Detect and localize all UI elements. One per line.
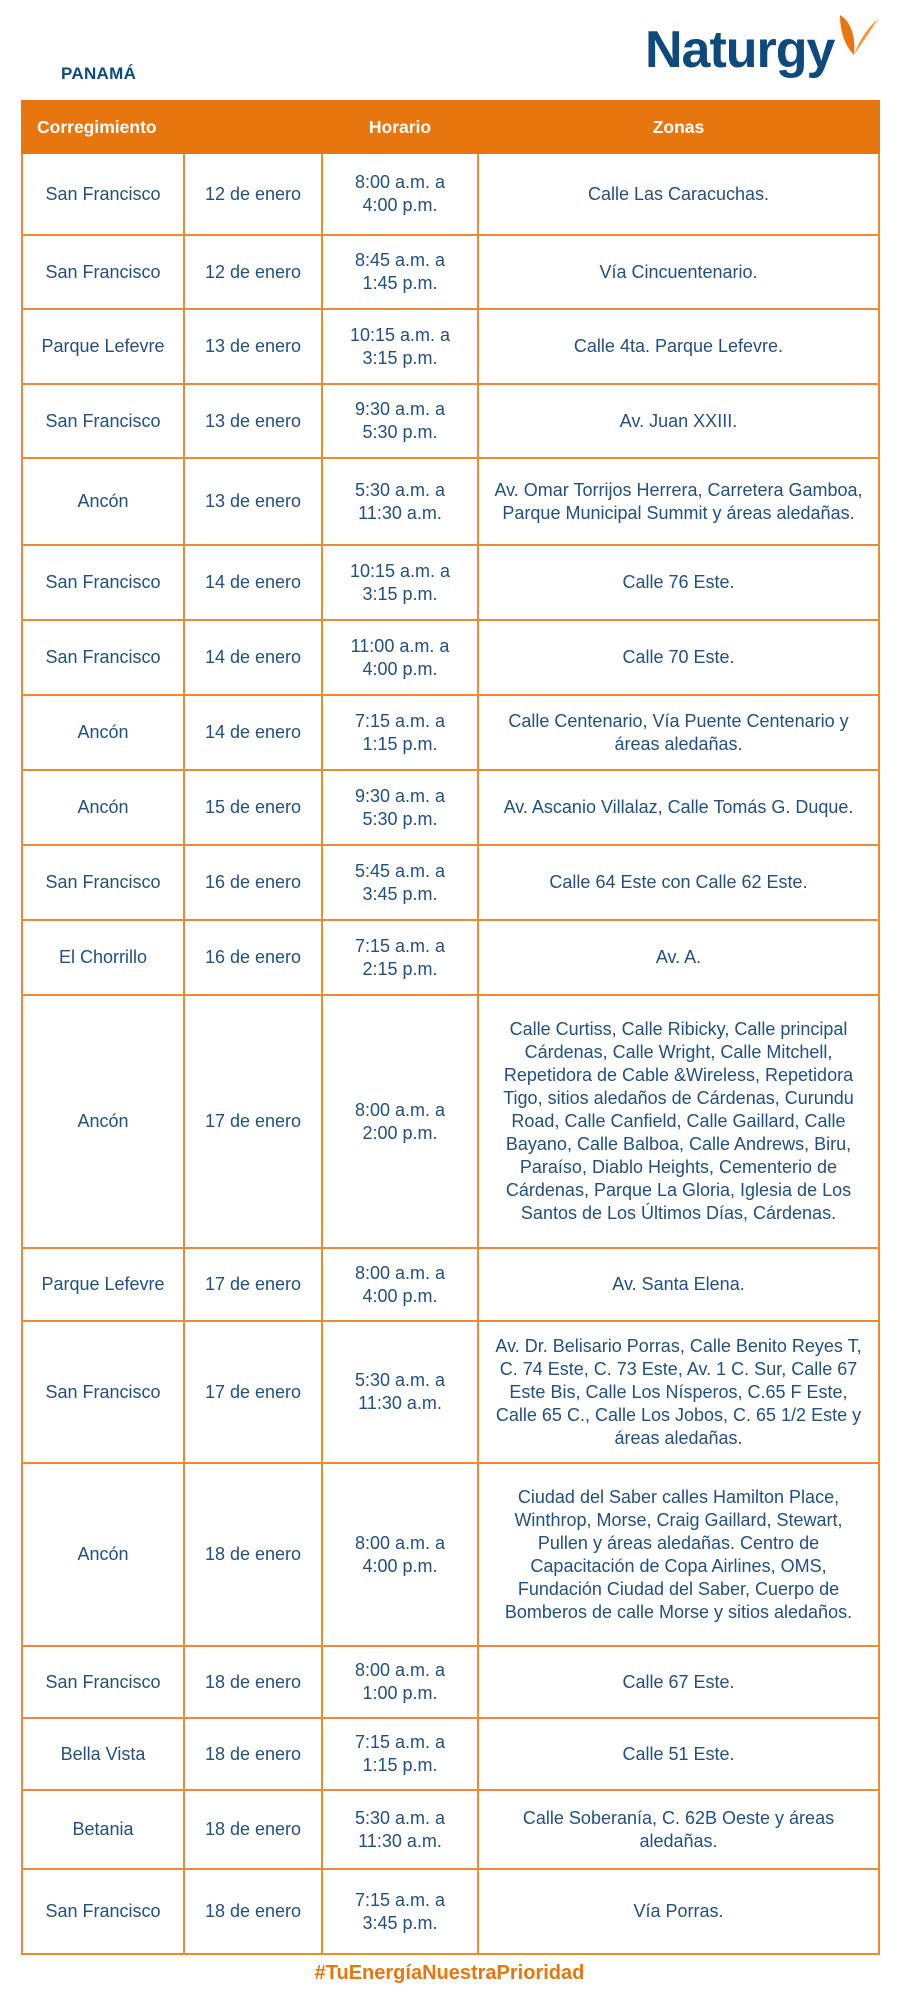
cell-zonas: Av. Ascanio Villalaz, Calle Tomás G. Duque. [478,770,879,845]
cell-horario [322,153,478,235]
cell-fecha: 12 de enero [184,153,322,235]
cell-fecha: 18 de enero [184,1646,322,1718]
table-header-row [22,101,879,153]
cell-corregimiento: Parque Lefevre [22,309,184,384]
table-row [22,770,879,845]
cell-horario [322,1321,478,1463]
table-row [22,1869,879,1954]
horario-start: 8:00 a.m. a [354,1660,446,1680]
horario-end: 11:30 a.m. [358,1393,442,1413]
cell-horario [322,920,478,995]
table-row [22,620,879,695]
cell-corregimiento: Ancón [22,770,184,845]
cell-horario [322,1248,478,1321]
horario-end: 2:15 p.m. [362,958,438,979]
table-row [22,1718,879,1790]
cell-fecha: 17 de enero [184,1248,322,1321]
horario-start: 8:00 a.m. a [354,1099,446,1120]
cell-fecha: 18 de enero [184,1790,322,1869]
cell-horario [322,1463,478,1646]
cell-zonas: Calle 76 Este. [478,545,879,620]
table-row [22,545,879,620]
cell-fecha: 17 de enero [184,995,322,1248]
table-row [22,920,879,995]
table-row [22,309,879,384]
cell-fecha: 13 de enero [184,384,322,458]
cell-zonas: Calle Centenario, Vía Puente Centenario y áreas aledañas. [478,695,879,770]
cell-fecha: 18 de enero [184,1869,322,1954]
cell-corregimiento: San Francisco [22,1869,184,1954]
cell-horario [322,620,478,695]
cell-corregimiento: San Francisco [22,620,184,695]
cell-zonas: Calle Las Caracuchas. [478,153,879,235]
cell-zonas: Av. Dr. Belisario Porras, Calle Benito Reyes T, C. 74 Este, C. 73 Este, Av. 1 C. Sur, Calle 67 Este Bis, Calle Los Nísperos, C.65 F Este, Calle 65 C., Calle Los Jobos, C. 65 1/2 Este y áreas aledañas. [478,1321,879,1463]
horario-start: 11:00 a.m. a [350,635,450,656]
horario-end: 5:30 p.m. [362,422,438,442]
horario-start: 5:30 a.m. a [354,479,446,500]
cell-horario [322,695,478,770]
cell-zonas: Calle 4ta. Parque Lefevre. [478,309,879,384]
horario-start: 8:00 a.m. a [354,1262,446,1283]
cell-corregimiento: San Francisco [22,1321,184,1463]
horario-end: 5:30 p.m. [362,808,438,829]
cell-fecha: 14 de enero [184,620,322,695]
cell-fecha: 16 de enero [184,920,322,995]
horario-end: 4:00 p.m. [362,658,438,679]
cell-zonas: Calle 64 Este con Calle 62 Este. [478,845,879,920]
horario-end: 3:45 p.m. [362,1912,438,1933]
cell-fecha: 12 de enero [184,235,322,309]
table-row [22,458,879,545]
cell-corregimiento: San Francisco [22,235,184,309]
cell-fecha: 18 de enero [184,1463,322,1646]
cell-corregimiento: Ancón [22,995,184,1248]
horario-end: 1:15 p.m. [362,1755,438,1775]
horario-start: 10:15 a.m. a [349,324,451,345]
cell-zonas: Av. Juan XXIII. [478,384,879,458]
cell-horario [322,458,478,545]
cell-horario [322,770,478,845]
cell-zonas: Calle 70 Este. [478,620,879,695]
country-label: PANAMÁ [61,64,137,83]
cell-corregimiento: San Francisco [22,1646,184,1718]
butterfly-icon [836,11,882,66]
horario-end: 1:45 p.m. [362,273,438,293]
cell-corregimiento: San Francisco [22,153,184,235]
horario-start: 8:00 a.m. a [354,1532,446,1553]
cell-zonas: Av. A. [478,920,879,995]
campaign-hashtag: #TuEnergíaNuestraPrioridad [314,1962,585,1984]
table-row [22,1646,879,1718]
cell-fecha: 13 de enero [184,458,322,545]
cell-corregimiento: Ancón [22,695,184,770]
cell-corregimiento: San Francisco [22,545,184,620]
horario-end: 11:30 a.m. [358,1830,442,1851]
horario-end: 11:30 a.m. [358,502,442,523]
cell-fecha: 14 de enero [184,695,322,770]
horario-end: 4:00 p.m. [362,1285,438,1306]
cell-zonas: Calle 51 Este. [478,1718,879,1790]
horario-end: 3:45 p.m. [362,883,438,904]
horario-start: 9:30 a.m. a [354,399,446,419]
horario-end: 2:00 p.m. [362,1122,438,1143]
horario-end: 1:00 p.m. [362,1683,438,1703]
cell-horario [322,1869,478,1954]
brand-name: Naturgy [645,21,835,79]
cell-fecha: 14 de enero [184,545,322,620]
horario-start: 7:15 a.m. a [354,710,446,731]
cell-corregimiento: Ancón [22,458,184,545]
table-row [22,995,879,1248]
cell-zonas: Vía Cincuentenario. [478,235,879,309]
cell-horario [322,995,478,1248]
cell-horario [322,545,478,620]
cell-zonas: Av. Santa Elena. [478,1248,879,1321]
cell-corregimiento: El Chorrillo [22,920,184,995]
table-row [22,845,879,920]
table-row [22,695,879,770]
horario-start: 7:15 a.m. a [354,1889,446,1910]
cell-zonas: Vía Porras. [478,1869,879,1954]
table-row [22,384,879,458]
table-row [22,153,879,235]
cell-corregimiento: Betania [22,1790,184,1869]
cell-horario [322,235,478,309]
cell-horario [322,309,478,384]
horario-start: 8:45 a.m. a [354,250,446,270]
cell-corregimiento: Bella Vista [22,1718,184,1790]
cell-zonas: Calle 67 Este. [478,1646,879,1718]
table-row [22,1248,879,1321]
table-row [22,235,879,309]
horario-start: 10:15 a.m. a [349,560,451,581]
cell-zonas: Ciudad del Saber calles Hamilton Place, Winthrop, Morse, Craig Gaillard, Stewart, Pullen y áreas aledañas. Centro de Capacitación de Copa Airlines, OMS, Fundación Ciudad del Saber, Cuerpo de Bomberos de calle Morse y sitios aledaños. [478,1463,879,1646]
horario-start: 7:15 a.m. a [354,1732,446,1752]
cell-corregimiento: San Francisco [22,384,184,458]
column-header-fecha [184,101,322,153]
cell-corregimiento: Parque Lefevre [22,1248,184,1321]
horario-start: 5:45 a.m. a [354,860,446,881]
cell-horario [322,384,478,458]
column-header-corregimiento: Corregimiento [22,101,184,153]
cell-fecha: 18 de enero [184,1718,322,1790]
cell-fecha: 17 de enero [184,1321,322,1463]
horario-end: 4:00 p.m. [362,1555,438,1576]
cell-zonas: Av. Omar Torrijos Herrera, Carretera Gamboa, Parque Municipal Summit y áreas aledañas. [478,458,879,545]
horario-end: 1:15 p.m. [362,733,438,754]
cell-horario [322,1646,478,1718]
horario-end: 3:15 p.m. [362,347,438,368]
horario-start: 8:00 a.m. a [354,172,446,192]
table-row [22,1790,879,1869]
column-header-zonas: Zonas [478,101,879,153]
brand-logo [645,14,885,86]
cell-corregimiento: San Francisco [22,845,184,920]
cell-corregimiento: Ancón [22,1463,184,1646]
horario-end: 4:00 p.m. [362,195,438,215]
table-row [22,1463,879,1646]
cell-fecha: 15 de enero [184,770,322,845]
cell-horario [322,845,478,920]
cell-zonas: Calle Curtiss, Calle Ribicky, Calle principal Cárdenas, Calle Wright, Calle Mitchell, Repetidora de Cable &Wireless, Repetidora Tigo, sitios aledaños de Cárdenas, Curundu Road, Calle Canfield, Calle Gaillard, Calle Bayano, Calle Balboa, Calle Andrews, Biru, Paraíso, Diablo Heights, Cementerio de Cárdenas, Parque La Gloria, Iglesia de Los Santos de Los Últimos Días, Cárdenas. [478,995,879,1248]
horario-start: 9:30 a.m. a [354,785,446,806]
horario-start: 5:30 a.m. a [354,1807,446,1828]
cell-zonas: Calle Soberanía, C. 62B Oeste y áreas aledañas. [478,1790,879,1869]
horario-end: 3:15 p.m. [362,583,438,604]
schedule-table [21,100,880,1955]
table-row [22,1321,879,1463]
cell-horario [322,1718,478,1790]
cell-fecha: 16 de enero [184,845,322,920]
horario-start: 7:15 a.m. a [354,935,446,956]
cell-fecha: 13 de enero [184,309,322,384]
cell-horario [322,1790,478,1869]
horario-start: 5:30 a.m. a [354,1370,446,1390]
column-header-horario: Horario [322,101,478,153]
